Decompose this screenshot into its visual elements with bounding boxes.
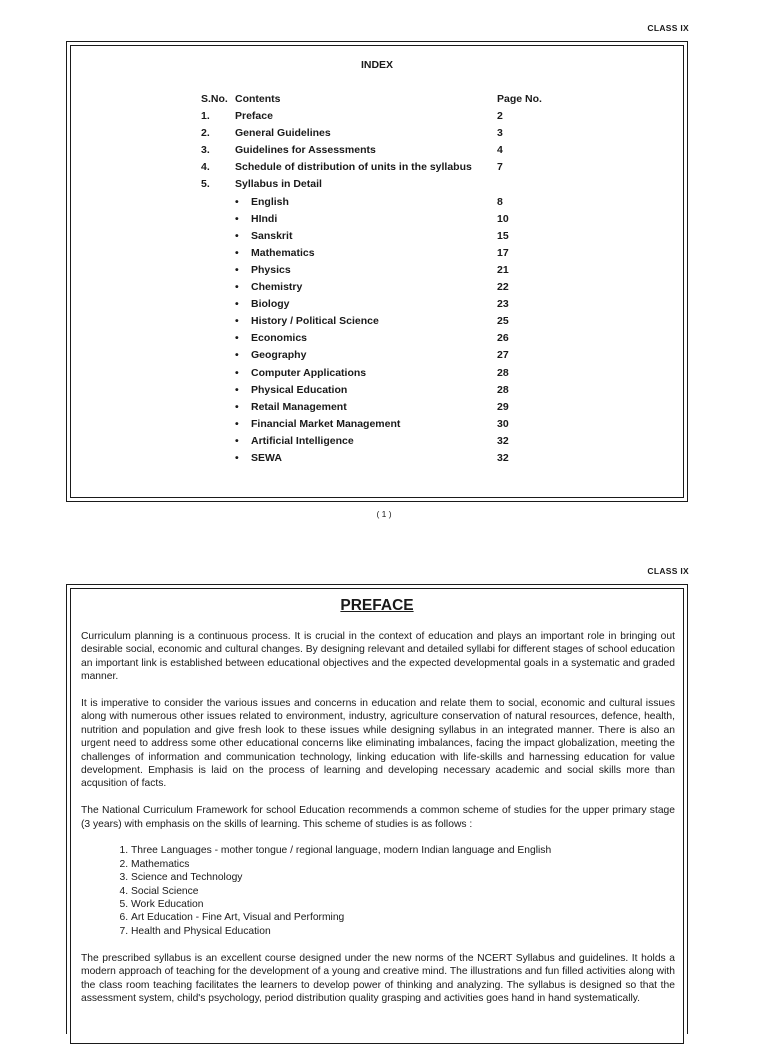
index-subject: Economics xyxy=(251,332,308,345)
index-page: 22 xyxy=(497,281,509,293)
bullet-icon: • xyxy=(235,434,239,447)
index-page: 2 xyxy=(497,110,503,122)
index-subject: Artificial Intelligence xyxy=(251,434,354,447)
scheme-of-studies-list xyxy=(81,844,675,938)
bullet-icon: • xyxy=(235,400,239,413)
index-page: 28 xyxy=(497,383,509,396)
index-page: 10 xyxy=(497,212,509,225)
index-page: 25 xyxy=(497,315,509,328)
preface-body xyxy=(81,630,675,1019)
index-entry: Syllabus in Detail xyxy=(235,178,322,191)
list-item: 3. Science and Technology xyxy=(131,871,675,884)
index-page: 26 xyxy=(497,332,509,345)
index-page: 28 xyxy=(497,366,509,379)
bullet-icon: • xyxy=(235,315,239,328)
list-item: 1. Three Languages - mother tongue / regional language, modern Indian language and English xyxy=(131,844,675,857)
index-subject: SEWA xyxy=(251,452,282,464)
index-page: 32 xyxy=(497,434,509,447)
index-subject: Physics xyxy=(251,263,291,276)
index-sno: 3. xyxy=(201,144,210,157)
index-page: 15 xyxy=(497,229,509,242)
bullet-icon: • xyxy=(235,298,239,311)
bullet-icon: • xyxy=(235,281,239,293)
index-entry: Schedule of distribution of units in the syllabus xyxy=(235,161,472,174)
index-entry: Preface xyxy=(235,110,273,122)
index-page: 23 xyxy=(497,298,509,311)
index-page: 30 xyxy=(497,417,509,430)
index-entry: Guidelines for Assessments xyxy=(235,144,376,157)
index-page: 21 xyxy=(497,263,509,276)
index-subject: Chemistry xyxy=(251,281,303,293)
index-subject: Sanskrit xyxy=(251,229,293,242)
bullet-icon: • xyxy=(235,246,239,259)
bullet-icon: • xyxy=(235,383,239,396)
list-item: 4. Social Science xyxy=(131,885,675,898)
index-sno: 2. xyxy=(201,127,210,140)
class-label-page-2: CLASS IX xyxy=(647,566,689,576)
index-page: 4 xyxy=(497,144,503,157)
bullet-icon: • xyxy=(235,263,239,276)
index-subject: Mathematics xyxy=(251,246,315,259)
bullet-icon: • xyxy=(235,212,239,225)
bullet-icon: • xyxy=(235,452,239,464)
index-subject: Financial Market Management xyxy=(251,417,401,430)
index-page: 32 xyxy=(497,452,509,464)
preface-paragraph-1: Curriculum planning is a continuous process. It is crucial in the context of education and plays an important role in bringing out desirable social, economic and cultural changes. By designing relevant and detailed syllabi for different stages of school education an important link is established between educational objectives and the expected developmental goals in a systematic and graded manner. xyxy=(81,631,675,683)
index-subject: English xyxy=(251,195,289,208)
index-title: INDEX xyxy=(360,59,394,71)
index-inner-border xyxy=(70,45,684,498)
index-entry: General Guidelines xyxy=(235,127,331,140)
bullet-icon: • xyxy=(235,195,239,208)
preface-frame xyxy=(66,584,688,1034)
list-item: 5. Work Education xyxy=(131,898,675,911)
list-item: 6. Art Education - Fine Art, Visual and Performing xyxy=(131,911,675,924)
bullet-icon: • xyxy=(235,229,239,242)
index-subject: HIndi xyxy=(251,212,278,225)
index-page: 27 xyxy=(497,349,509,362)
list-item: 2. Mathematics xyxy=(131,858,675,871)
col-contents-header: Contents xyxy=(235,93,281,105)
index-subject: Geography xyxy=(251,349,307,362)
index-sno: 1. xyxy=(201,110,210,122)
index-page: 7 xyxy=(497,161,503,174)
bullet-icon: • xyxy=(235,417,239,430)
page-number: ( 1 ) xyxy=(376,509,392,519)
bullet-icon: • xyxy=(235,349,239,362)
index-page: 29 xyxy=(497,400,509,413)
index-sno: 5. xyxy=(201,178,210,191)
index-page: 8 xyxy=(497,195,503,208)
bullet-icon: • xyxy=(235,366,239,379)
preface-paragraph-3: The National Curriculum Framework for school Education recommends a common scheme of studies for the upper primary stage (3 years) with emphasis on the skills of learning. This scheme of studies is as follows : xyxy=(81,805,675,830)
col-sno-header: S.No. xyxy=(201,93,228,105)
index-page: 17 xyxy=(497,246,509,259)
index-subject: History / Political Science xyxy=(251,315,379,328)
index-frame xyxy=(66,41,688,502)
index-sno: 4. xyxy=(201,161,210,174)
index-subject: Computer Applications xyxy=(251,366,367,379)
index-subject: Biology xyxy=(251,298,290,311)
col-page-header: Page No. xyxy=(497,93,542,105)
class-label: CLASS IX xyxy=(647,23,689,33)
index-subject: Physical Education xyxy=(251,383,348,396)
preface-paragraph-4: The prescribed syllabus is an excellent course designed under the new norms of the NCERT Syllabus and guidelines. It holds a modern approach of teaching for the development of a young and creative mind. The illustrations and fun filled activities along with the class room teaching facilitates the learners to develop power of thinking and analyzing. The syllabus is designed so that the assessment system, child's psychology, period distribution quality grasping and activities goes hand in hand systematically. xyxy=(81,952,675,1004)
index-subject: Retail Management xyxy=(251,400,347,413)
preface-paragraph-2: It is imperative to consider the various issues and concerns in education and relate them to social, economic and cultural issues along with numerous other issues related to environment, industry, agriculture conservation of natural resources, defence, health, nutrition and population and give fresh look to these issues while designing syllabus in an integrated manner. There is also an urgent need to address some other educational concerns like eliminating imbalances, facing the impact globalization, meeting the challenges of information and communication technology, linking education with life-skills and harnessing education for value development. Emphasis is laid on the process of learning and developing necessary academic and social skills more than acqusition of facts. xyxy=(81,698,675,790)
list-item: 7. Health and Physical Education xyxy=(131,925,675,938)
bullet-icon: • xyxy=(235,332,239,345)
preface-title: PREFACE xyxy=(340,597,414,614)
index-page: 3 xyxy=(497,127,503,140)
